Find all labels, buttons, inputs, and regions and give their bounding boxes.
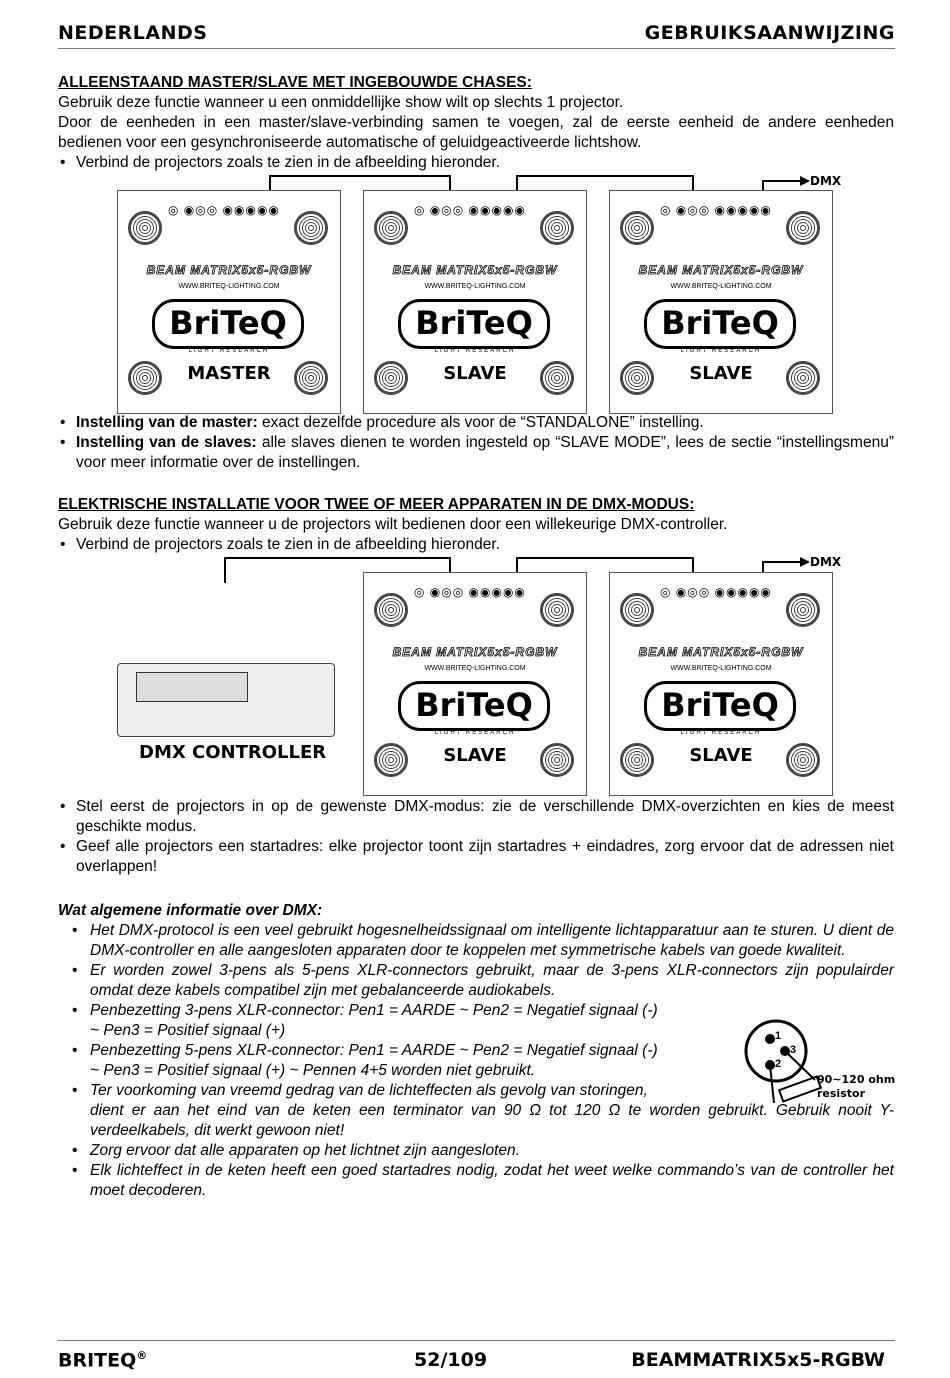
section3-heading: Wat algemene informatie over DMX: bbox=[58, 902, 323, 919]
fan-icon bbox=[540, 593, 574, 627]
brand-logo: BriTeQ bbox=[644, 681, 796, 731]
section2-bullet1: • Verbind de projectors zoals te zien in de afbeelding hieronder. bbox=[58, 535, 894, 555]
device-role: SLAVE bbox=[689, 363, 753, 384]
fan-icon bbox=[786, 593, 820, 627]
dmx-info-2: • Er worden zowel 3-pens als 5-pens XLR-connectors gebruikt, maar de 3-pens XLR-connectors zijn populairder omdat deze kabels compatibel zijn met gebalanceerde audiokabels. bbox=[58, 961, 894, 1001]
pin-label-2: 2 bbox=[775, 1058, 782, 1070]
connector-panel: ◎ ◉◎◎ ◉◉◉◉◉ bbox=[414, 585, 526, 599]
footer-brand: BRITEQ® bbox=[58, 1349, 148, 1372]
connector-panel: ◎ ◉◎◎ ◉◉◉◉◉ bbox=[660, 203, 772, 217]
section1-p1: Gebruik deze functie wanneer u een onmiddellijke show wilt op slechts 1 projector. bbox=[58, 94, 624, 111]
device-model: BEAM MATRIX5x5-RGBW bbox=[392, 263, 558, 277]
brand-subtitle: LIGHT RESEARCH bbox=[680, 348, 762, 354]
brand-subtitle: LIGHT RESEARCH bbox=[188, 348, 270, 354]
slave-setting-label: Instelling van de slaves: bbox=[76, 434, 257, 451]
fan-icon bbox=[128, 211, 162, 245]
fan-icon bbox=[540, 211, 574, 245]
brand-logo: BriTeQ bbox=[398, 299, 550, 349]
registered-mark: ® bbox=[136, 1349, 148, 1362]
header-title: GEBRUIKSAANWIJZING bbox=[644, 22, 895, 44]
device-url: WWW.BRITEQ-LIGHTING.COM bbox=[670, 665, 772, 672]
brand-subtitle: LIGHT RESEARCH bbox=[434, 730, 516, 736]
section2-bullet2: • Stel eerst de projectors in op de gewenste DMX-modus: zie de verschillende DMX-overzichten en kies de meest geschikte modus. bbox=[58, 797, 894, 837]
device-slave-4 bbox=[609, 572, 833, 796]
device-slave-3 bbox=[363, 572, 587, 796]
pinout-5pin-line2: ~ Pen3 = Positief signaal (+) ~ Pennen 4+5 worden niet gebruikt. bbox=[90, 1062, 536, 1079]
section2-p1: Gebruik deze functie wanneer u de projectors wilt bedienen door een willekeurige DMX-controller. bbox=[58, 516, 728, 533]
fan-icon bbox=[374, 211, 408, 245]
terminator-line1: • Ter voorkoming van vreemd gedrag van de lichteffecten als gevolg van storingen, bbox=[90, 1082, 648, 1099]
device-slave-2 bbox=[609, 190, 833, 414]
device-role: SLAVE bbox=[443, 363, 507, 384]
dmx-info-6: • Zorg ervoor dat alle apparaten op het lichtnet zijn aangesloten. bbox=[58, 1141, 894, 1161]
dmx-info-1: • Het DMX-protocol is een veel gebruikt hogesnelheidssignaal om intelligente lichtapparatuur aan te sturen. U dient de DMX-controller en alle aangesloten apparaten door te koppelen met symmetrische kabels van goede kwaliteit. bbox=[58, 921, 894, 961]
connector-panel: ◎ ◉◎◎ ◉◉◉◉◉ bbox=[414, 203, 526, 217]
master-setting-label: Instelling van de master: bbox=[76, 414, 258, 431]
fan-icon bbox=[620, 593, 654, 627]
dmx-info-7: • Elk lichteffect in de keten heeft een goed startadres nodig, zodat het weet welke commando’s van de controller het moet decoderen. bbox=[58, 1161, 894, 1201]
fan-icon bbox=[786, 211, 820, 245]
brand-logo: BriTeQ bbox=[152, 299, 304, 349]
section1-bullet1: • Verbind de projectors zoals te zien in de afbeelding hieronder. bbox=[58, 153, 894, 173]
brand-logo: BriTeQ bbox=[644, 299, 796, 349]
dmx-label-1: DMX bbox=[810, 174, 842, 188]
dmx-info-4 bbox=[58, 1041, 730, 1081]
section2-heading: ELEKTRISCHE INSTALLATIE VOOR TWEE OF MEER APPARATEN IN DE DMX-MODUS: bbox=[58, 496, 695, 513]
device-url: WWW.BRITEQ-LIGHTING.COM bbox=[424, 665, 526, 672]
section1-p2: Door de eenheden in een master/slave-verbinding samen te voegen, zal de eerste eenheid de andere eenheden bedienen voor een gesynchroniseerde automatische of geluidgeactiveerde lichtshow. bbox=[58, 114, 894, 151]
slave-setting-text: alle slaves dienen te worden ingesteld op “SLAVE MODE”, lees de sectie “instellingsmenu” voor meer informatie over de instellingen. bbox=[76, 434, 894, 471]
brand-logo: BriTeQ bbox=[398, 681, 550, 731]
device-url: WWW.BRITEQ-LIGHTING.COM bbox=[424, 283, 526, 290]
device-slave-1 bbox=[363, 190, 587, 414]
connector-panel: ◎ ◉◎◎ ◉◉◉◉◉ bbox=[660, 585, 772, 599]
device-url: WWW.BRITEQ-LIGHTING.COM bbox=[670, 283, 772, 290]
pin-label-1: 1 bbox=[775, 1030, 782, 1042]
dmx-info-3 bbox=[58, 1001, 730, 1041]
section1-settings bbox=[58, 413, 894, 473]
master-setting-text: exact dezelfde procedure als voor de “STANDALONE” instelling. bbox=[257, 414, 704, 431]
controller-screen bbox=[136, 672, 248, 702]
pinout-3pin-line2: ~ Pen3 = Positief signaal (+) bbox=[90, 1022, 286, 1039]
pinout-3pin-line1: • Penbezetting 3-pens XLR-connector: Pen1 = AARDE ~ Pen2 = Negatief signaal (-) bbox=[90, 1002, 658, 1019]
pinout-5pin-line1: • Penbezetting 5-pens XLR-connector: Pen1 = AARDE ~ Pen2 = Negatief signaal (-) bbox=[90, 1042, 658, 1059]
page-footer bbox=[58, 1340, 895, 1371]
terminator-line2: dient er aan het eind van de keten een terminator van 90 Ω tot 120 Ω te worden gebruikt. Gebruik nooit Y-verdeelkabels, dit werkt gewoon niet! bbox=[90, 1102, 894, 1139]
resistor-label bbox=[817, 1073, 895, 1101]
device-model: BEAM MATRIX5x5-RGBW bbox=[638, 263, 804, 277]
device-model: BEAM MATRIX5x5-RGBW bbox=[146, 263, 312, 277]
device-url: WWW.BRITEQ-LIGHTING.COM bbox=[178, 283, 280, 290]
footer-model: BEAMMATRIX5x5-RGBW bbox=[631, 1349, 885, 1371]
resistor-value: 90~120 ohm bbox=[817, 1073, 896, 1086]
fan-icon bbox=[294, 211, 328, 245]
section2-bullet3: • Geef alle projectors een startadres: elke projector toont zijn startadres + eindadres, zorg ervoor dat de adressen niet overlappen! bbox=[58, 837, 894, 877]
device-role: MASTER bbox=[187, 363, 271, 384]
brand-subtitle: LIGHT RESEARCH bbox=[680, 730, 762, 736]
brand-subtitle: LIGHT RESEARCH bbox=[434, 348, 516, 354]
dmx-controller-label: DMX CONTROLLER bbox=[139, 742, 327, 763]
header-language: NEDERLANDS bbox=[58, 22, 208, 44]
device-model: BEAM MATRIX5x5-RGBW bbox=[638, 645, 804, 659]
device-role: SLAVE bbox=[689, 745, 753, 766]
connector-panel: ◎ ◉◎◎ ◉◉◉◉◉ bbox=[168, 203, 280, 217]
footer-page-number: 52/109 bbox=[414, 1349, 488, 1371]
device-master bbox=[117, 190, 341, 414]
dmx-label-2: DMX bbox=[810, 555, 842, 569]
section2-steps bbox=[58, 797, 894, 877]
device-role: SLAVE bbox=[443, 745, 507, 766]
pin-label-3: 3 bbox=[790, 1044, 797, 1056]
section2 bbox=[58, 495, 894, 555]
resistor-word: resistor bbox=[817, 1087, 865, 1100]
fan-icon bbox=[374, 593, 408, 627]
section1-heading: ALLEENSTAAND MASTER/SLAVE MET INGEBOUWDE CHASES: bbox=[58, 74, 532, 91]
dmx-controller-device bbox=[117, 663, 335, 737]
fan-icon bbox=[620, 211, 654, 245]
device-model: BEAM MATRIX5x5-RGBW bbox=[392, 645, 558, 659]
